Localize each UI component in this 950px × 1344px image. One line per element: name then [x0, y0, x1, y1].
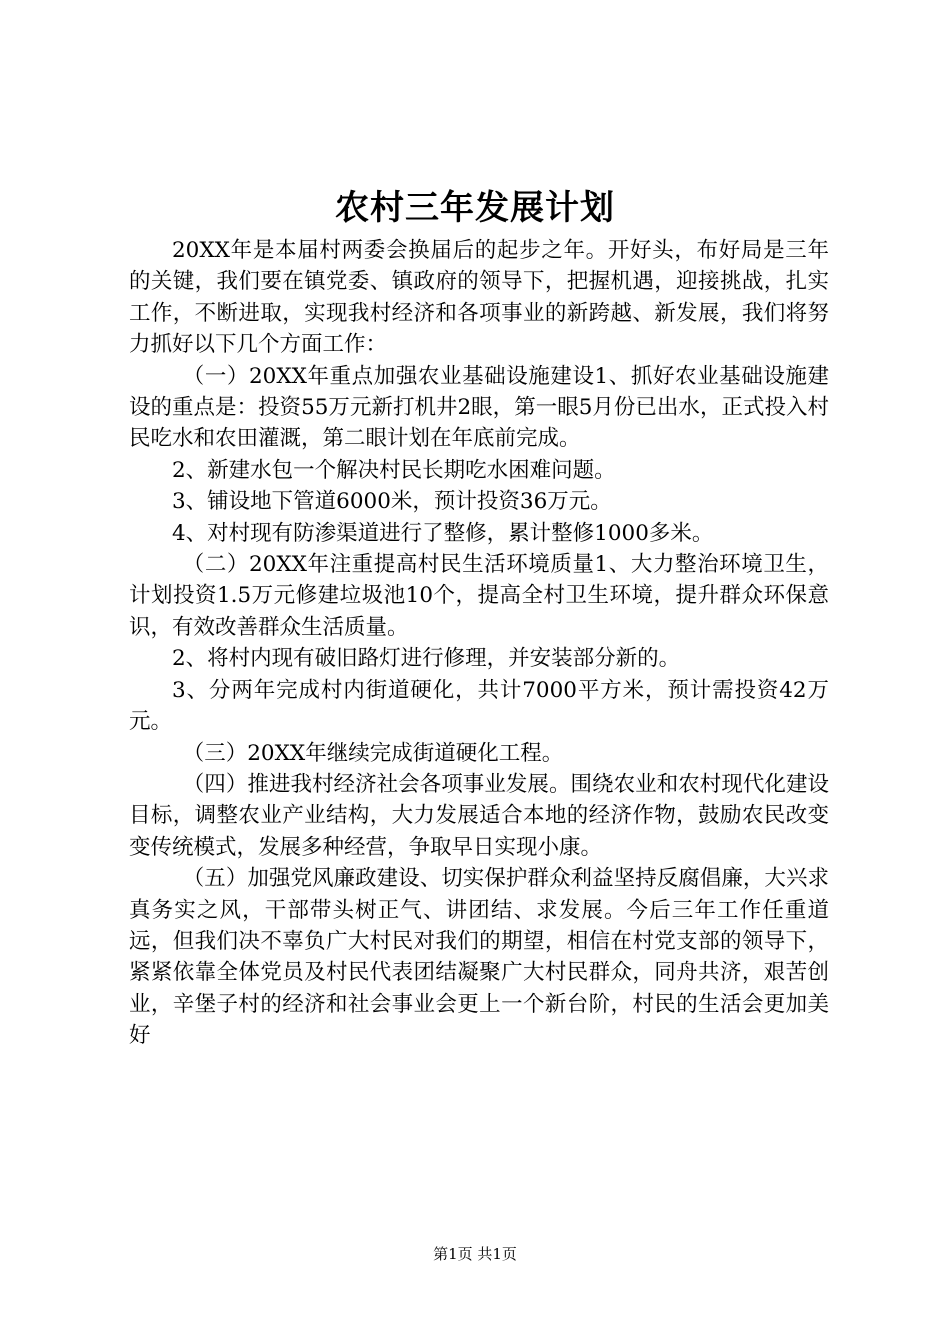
paragraph-item: 4、对村现有防渗渠道进行了整修，累计整修1000多米。	[172, 520, 714, 546]
paragraph-intro: 20XX年是本届村两委会换届后的起步之年。开好头，布好局是三年的关键，我们要在镇党委、镇政府的领导下，把握机遇，迎接挑战，扎实工作，不断进取，实现我村经济和各项事业的新跨越、新发展，我们将努力抓好以下几个方面工作：	[129, 238, 829, 358]
document-title: 农村三年发展计划	[335, 188, 615, 228]
page-footer: 第1页 共1页	[433, 1245, 517, 1263]
paragraph-item: 3、铺设地下管道6000米，预计投资36万元。	[172, 489, 612, 515]
paragraph-item: 3、分两年完成村内街道硬化，共计7000平方米，预计需投资42万元。	[129, 677, 829, 735]
paragraph-section-5: （五）加强党风廉政建设、切实保护群众利益坚持反腐倡廉，大兴求真务实之风，干部带头树正气、讲团结、求发展。今后三年工作任重道远，但我们决不辜负广大村民对我们的期望，相信在村党支部的领导下，紧紧依靠全体党员及村民代表团结凝聚广大村民群众，同舟共济，艰苦创业，辛堡子村的经济和社会事业会更上一个新台阶，村民的生活会更加美好	[129, 866, 829, 1049]
paragraph-section-4: （四）推进我村经济社会各项事业发展。围绕农业和农村现代化建设目标，调整农业产业结构，大力发展适合本地的经济作物，鼓励农民改变变传统模式，发展多种经营，争取早日实现小康。	[129, 771, 829, 860]
paragraph-section-2: （二）20XX年注重提高村民生活环境质量1、大力整治环境卫生，计划投资1.5万元修建垃圾池10个，提高全村卫生环境，提升群众环保意识，有效改善群众生活质量。	[129, 552, 829, 640]
paragraph-item: 2、新建水包一个解决村民长期吃水困难问题。	[172, 457, 616, 483]
document-body	[129, 235, 829, 1052]
paragraph-section-1: （一）20XX年重点加强农业基础设施建设1、抓好农业基础设施建设的重点是：投资55万元新打机井2眼，第一眼5月份已出水，正式投入村民吃水和农田灌溉，第二眼计划在年底前完成。	[129, 363, 829, 452]
paragraph-item: 2、将村内现有破旧路灯进行修理，并安装部分新的。	[172, 646, 681, 672]
paragraph-section-3: （三）20XX年继续完成街道硬化工程。	[182, 740, 564, 766]
